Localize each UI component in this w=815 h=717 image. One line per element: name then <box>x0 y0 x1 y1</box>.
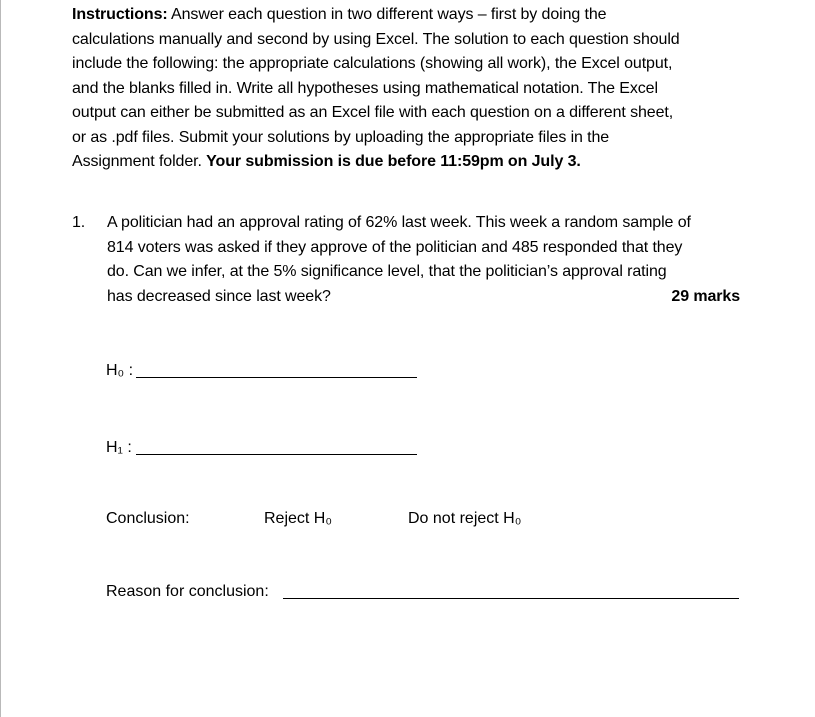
instructions-line-2: calculations manually and second by using Excel. The solution to each question should <box>72 30 680 48</box>
question-number: 1. <box>72 214 86 231</box>
due-date-notice: Your submission is due before 11:59pm on July 3. <box>206 153 581 170</box>
alternative-hypothesis-label: H₁ : <box>106 439 132 456</box>
question-line-3: do. Can we infer, at the 5% significance level, that the politician’s approval rating <box>107 263 667 280</box>
null-hypothesis-label: H₀ : <box>106 362 134 379</box>
question-line-1: A politician had an approval rating of 62% last week. This week a random sample of <box>107 214 691 231</box>
question-marks: 29 marks <box>671 287 740 305</box>
do-not-reject-h0-option[interactable]: Do not reject H₀ <box>408 510 522 527</box>
alternative-hypothesis-blank[interactable] <box>136 454 417 455</box>
conclusion-label: Conclusion: <box>106 510 190 527</box>
instructions-paragraph <box>72 3 752 175</box>
reject-h0-option[interactable]: Reject H₀ <box>264 510 332 527</box>
instructions-heading: Instructions: <box>72 6 168 23</box>
instructions-line-3: include the following: the appropriate calculations (showing all work), the Excel output, <box>72 55 673 72</box>
question-text <box>107 211 722 309</box>
instructions-line-5: output can either be submitted as an Excel file with each question on a different sheet, <box>72 104 674 121</box>
question-line-2: 814 voters was asked if they approve of the politician and 485 responded that they <box>107 238 683 256</box>
instructions-line-4: and the blanks filled in. Write all hypotheses using mathematical notation. The Excel <box>72 79 658 97</box>
instructions-line-6: or as .pdf files. Submit your solutions by uploading the appropriate files in the <box>72 128 610 146</box>
instructions-line-1: Instructions: Answer each question in two different ways – first by doing the <box>72 6 607 23</box>
null-hypothesis-blank[interactable] <box>136 377 417 378</box>
instructions-line-7: Assignment folder. Your submission is due before 11:59pm on July 3. <box>72 153 581 170</box>
reason-label: Reason for conclusion: <box>106 583 269 600</box>
reason-blank[interactable] <box>283 598 739 599</box>
page-left-border <box>0 0 1 717</box>
question-line-4: has decreased since last week? <box>107 287 331 305</box>
